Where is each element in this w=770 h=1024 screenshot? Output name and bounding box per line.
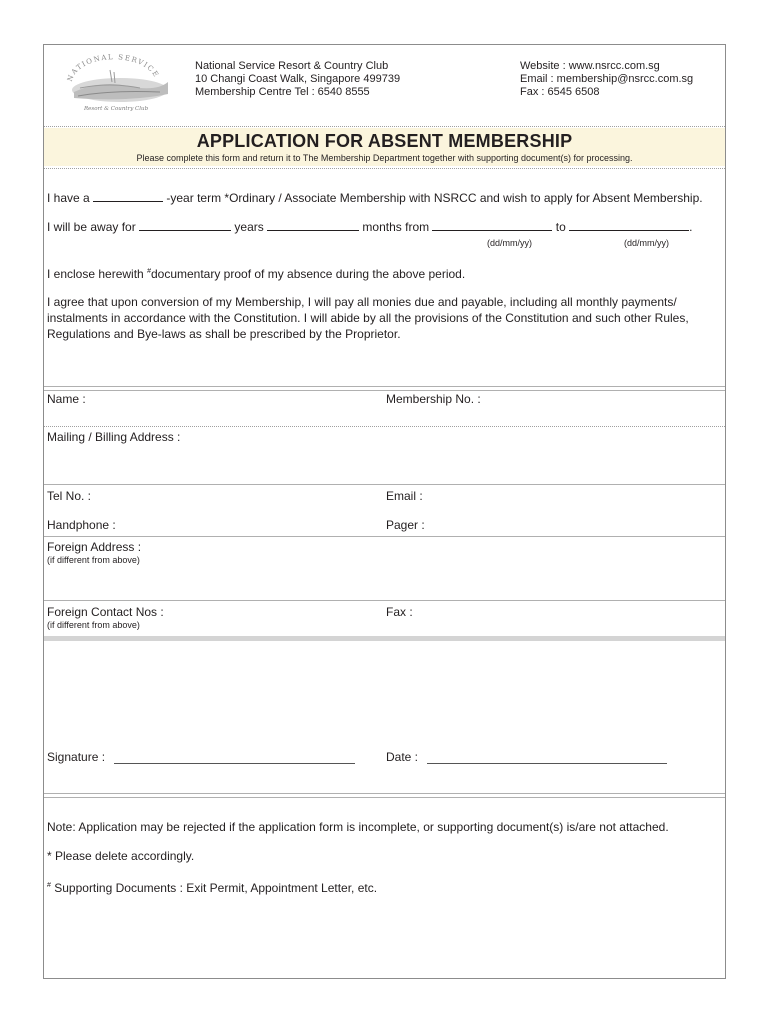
tel-no-label: Tel No. : — [47, 489, 92, 503]
away-period-line: I will be away for years months from to . — [47, 220, 693, 234]
org-tel: Membership Centre Tel : 6540 8555 — [195, 86, 370, 98]
from-date-field[interactable] — [432, 220, 552, 231]
org-address: 10 Changi Coast Walk, Singapore 499739 — [195, 73, 401, 85]
term-years-field[interactable] — [93, 191, 163, 202]
date-line[interactable] — [427, 763, 667, 764]
signature-line[interactable] — [114, 763, 355, 764]
name-label: Name : — [47, 392, 86, 406]
org-email: Email : membership@nsrcc.com.sg — [520, 73, 694, 85]
membership-no-label: Membership No. : — [386, 392, 481, 406]
form-subtitle: Please complete this form and return it to The Membership Department together with supporting document(s) for processing. — [136, 153, 633, 163]
divider — [44, 600, 725, 601]
svg-text:Resort & Country Club: Resort & Country Club — [84, 106, 149, 112]
enclose-statement: I enclose herewith #documentary proof of my absence during the above period. — [47, 267, 466, 281]
foreign-contact-note: (if different from above) — [47, 620, 140, 630]
divider — [44, 484, 725, 485]
divider — [44, 536, 725, 537]
membership-term-line: I have a -year term *Ordinary / Associate Membership with NSRCC and wish to apply for Absent Membership. — [47, 191, 703, 205]
org-name: National Service Resort & Country Club — [195, 60, 389, 72]
form-border — [43, 44, 726, 979]
foreign-contact-label: Foreign Contact Nos : — [47, 605, 164, 619]
away-years-field[interactable] — [139, 220, 231, 231]
date-label: Date : — [386, 750, 419, 764]
section-divider — [44, 386, 725, 391]
asterisk-note: * Please delete accordingly. — [47, 849, 195, 863]
org-website: Website : www.nsrcc.com.sg — [520, 60, 660, 72]
from-date-hint: (dd/mm/yy) — [487, 238, 532, 248]
title-bar — [44, 128, 725, 166]
email-label: Email : — [386, 489, 423, 503]
mailing-address-label: Mailing / Billing Address : — [47, 430, 181, 444]
org-fax: Fax : 6545 6508 — [520, 86, 600, 98]
foreign-address-note: (if different from above) — [47, 555, 140, 565]
section-divider — [44, 793, 725, 798]
to-date-field[interactable] — [569, 220, 689, 231]
handphone-label: Handphone : — [47, 518, 116, 532]
pager-label: Pager : — [386, 518, 425, 532]
club-logo — [50, 52, 180, 114]
svg-text:NATIONAL SERVICE: NATIONAL SERVICE — [65, 53, 161, 83]
agreement-paragraph: I agree that upon conversion of my Membership, I will pay all monies due and payable, including all monthly payments/ instalments in accordance with the Constitution. I will abide by all the provisions of the Constitution and such other Rules, Regulations and Bye-laws as shall be prescribed by the Proprietor. — [47, 295, 689, 341]
form-title: APPLICATION FOR ABSENT MEMBERSHIP — [196, 131, 573, 151]
divider — [44, 126, 725, 127]
fax-label: Fax : — [386, 605, 413, 619]
org-contact — [520, 60, 693, 99]
foreign-address-label: Foreign Address : — [47, 540, 142, 554]
section-divider — [44, 636, 725, 641]
signature-label: Signature : — [47, 750, 106, 764]
rejection-note: Note: Application may be rejected if the application form is incomplete, or supporting document(s) is/are not attached. — [47, 820, 669, 834]
to-date-hint: (dd/mm/yy) — [624, 238, 669, 248]
org-info — [195, 60, 400, 99]
divider — [44, 426, 725, 427]
away-months-field[interactable] — [267, 220, 359, 231]
supporting-docs-note: # Supporting Documents : Exit Permit, Appointment Letter, etc. — [47, 881, 378, 895]
divider — [44, 168, 725, 169]
